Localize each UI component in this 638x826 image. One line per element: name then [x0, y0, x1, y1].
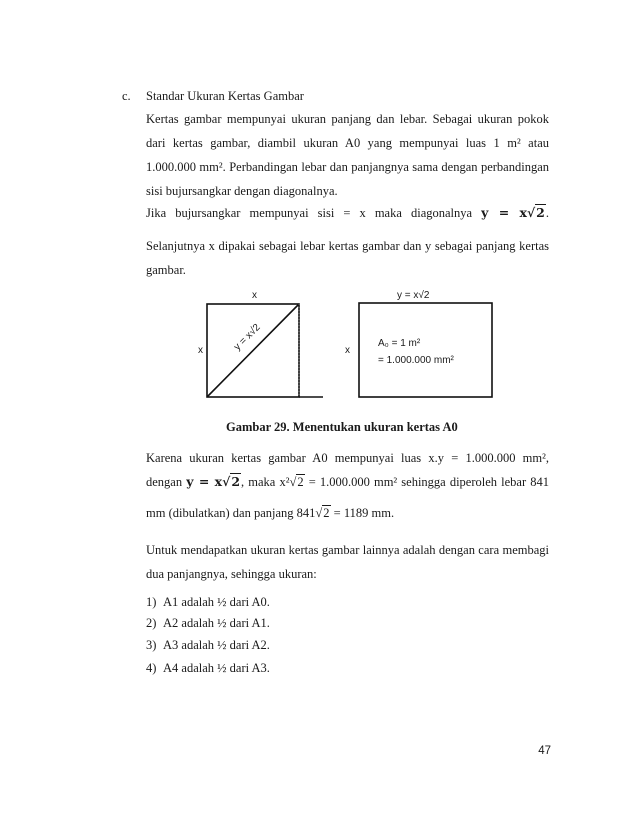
list-text: A3 adalah ½ dari A2. — [163, 638, 270, 652]
list-text: A4 adalah ½ dari A3. — [163, 661, 270, 675]
paragraph-width-length: Selanjutnya x dipakai sebagai lebar kertas gambar dan y sebagai panjang kertas gambar. — [146, 239, 549, 277]
formula-lhs: y = x — [481, 205, 527, 220]
paragraph-area-line-2 — [146, 470, 549, 494]
formula-length-radicand: 2 — [323, 506, 330, 520]
left-top-label: x — [252, 290, 257, 301]
list-number: 2) — [146, 616, 157, 630]
paragraph-intro: Kertas gambar mempunyai ukuran panjang dan lebar. Sebagai ukuran pokok dari kertas gambar, diambil ukuran A0 yang mempunyai luas 1 m² atau 1.000.000 mm². Perbandingan lebar dan panjangnya sama dengan perbandingan sisi bujursangkar dengan diagonalnya. — [146, 112, 549, 198]
diagonal-label: y = x√2 — [232, 322, 263, 353]
formula-period: . — [545, 206, 549, 220]
list-text: A1 adalah ½ dari A0. — [163, 595, 270, 609]
right-rectangle — [359, 303, 492, 397]
text-maka: , maka x² — [241, 475, 290, 489]
formula-y-radicand: 2 — [231, 474, 241, 489]
formula-x2-radicand: 2 — [297, 475, 304, 489]
formula-y — [186, 475, 304, 489]
section-title: Standar Ukuran Kertas Gambar — [146, 89, 304, 103]
paragraph-other-sizes: Untuk mendapatkan ukuran kertas gambar lainnya adalah dengan cara membagi dua panjangnya, sehingga ukuran: — [146, 543, 549, 581]
formula-y-lhs: y = x — [186, 474, 223, 489]
page-number: 47 — [538, 745, 551, 757]
list-item — [146, 658, 270, 678]
formula-radicand: 2 — [536, 205, 545, 220]
list-text: A2 adalah ½ dari A1. — [163, 616, 270, 630]
right-top-label: y = x√2 — [397, 290, 430, 301]
text-rounded: mm (dibulatkan) dan panjang 841 — [146, 506, 316, 520]
list-number: 4) — [146, 661, 157, 675]
figure-caption: Gambar 29. Menentukan ukuran kertas A0 — [226, 420, 458, 434]
paragraph-diagonal — [146, 201, 549, 225]
list-number: 3) — [146, 638, 157, 652]
text-dengan: dengan — [146, 475, 183, 489]
text-length-result: = 1189 mm. — [333, 506, 395, 520]
left-square-diagonal — [207, 304, 299, 397]
area-line-2: = 1.000.000 mm² — [378, 355, 454, 366]
list-item — [146, 592, 270, 612]
right-side-label: x — [345, 345, 350, 356]
diagonal-formula — [481, 206, 549, 220]
sqrt-symbol: √ — [222, 474, 231, 489]
diagonal-text: Jika bujursangkar mempunyai sisi = x maka diagonalnya — [146, 206, 473, 220]
paragraph-area-line-3 — [146, 501, 549, 525]
sqrt-symbol: √ — [526, 205, 536, 220]
area-line-1: A₀ = 1 m² — [378, 338, 421, 349]
left-side-label: x — [198, 345, 203, 356]
list-item — [146, 613, 270, 633]
text-result: = 1.000.000 mm² sehingga diperoleh lebar 841 — [308, 475, 549, 489]
list-number: 1) — [146, 595, 157, 609]
sqrt-symbol: √ — [289, 475, 297, 489]
sqrt-symbol: √ — [315, 506, 323, 520]
section-marker: c. — [122, 89, 131, 103]
list-item — [146, 635, 270, 655]
paragraph-area-line-1: Karena ukuran kertas gambar A0 mempunyai luas x.y = 1.000.000 mm², — [146, 451, 549, 465]
